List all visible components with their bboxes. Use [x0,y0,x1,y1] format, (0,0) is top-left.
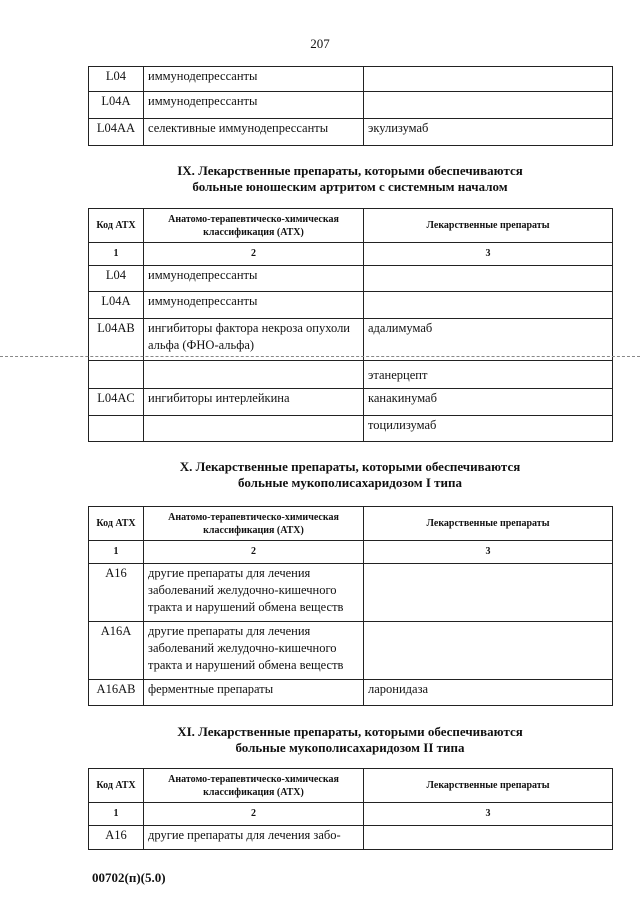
table-row [89,67,613,92]
section-title-line: больные мукополисахаридозом I типа [238,475,462,490]
atc-classification [144,361,364,389]
atc-code: A16AB [89,680,144,706]
atc-code: L04A [89,92,144,119]
header-code: Код АТХ [89,769,144,803]
column-number: 3 [364,803,613,826]
header-drugs: Лекарственные препараты [364,769,613,803]
drug-name [364,292,613,319]
column-number: 1 [89,541,144,564]
header-classification: Анатомо-терапевтическо-химическая классификация (АТХ) [144,209,364,243]
atc-classification: иммунодепрессанты [144,266,364,292]
atc-classification: ингибиторы интерлейкина [144,389,364,416]
atc-classification: ингибиторы фактора некроза опухоли альфа (ФНО-альфа) [144,319,364,361]
atc-classification: другие препараты для лечения забо- [144,826,364,850]
atc-code [89,361,144,389]
column-number-row [89,243,613,266]
atc-classification: селективные иммунодепрессанты [144,119,364,146]
header-classification: Анатомо-терапевтическо-химическая классификация (АТХ) [144,769,364,803]
table-row [89,92,613,119]
column-number: 1 [89,803,144,826]
column-number: 1 [89,243,144,266]
atc-code: L04AB [89,319,144,361]
scan-artifact-line [0,356,640,357]
header-drugs: Лекарственные препараты [364,209,613,243]
section-table [88,506,612,706]
drug-name: ларонидаза [364,680,613,706]
drug-name [364,67,613,92]
page-number: 207 [310,36,330,51]
table-row [89,564,613,622]
atc-classification: другие препараты для лечения заболеваний желудочно-кишечного тракта и нарушений обмена веществ [144,564,364,622]
section-table [88,208,612,442]
section-title-line: X. Лекарственные препараты, которыми обеспечиваются [179,459,521,474]
atc-code: L04AA [89,119,144,146]
atc-code: L04A [89,292,144,319]
column-number: 3 [364,541,613,564]
section-title [88,459,612,491]
header-drugs: Лекарственные препараты [364,507,613,541]
drug-name [364,564,613,622]
column-number: 2 [144,803,364,826]
atc-classification: иммунодепрессанты [144,92,364,119]
table-row [89,292,613,319]
atc-code: L04AC [89,389,144,416]
header-classification: Анатомо-терапевтическо-химическая классификация (АТХ) [144,507,364,541]
drug-name: канакинумаб [364,389,613,416]
continuation-table [88,66,612,146]
section-title-line: XI. Лекарственные препараты, которыми обеспечиваются [177,724,523,739]
section-title-line: больные мукополисахаридозом II типа [235,740,465,755]
table-row [89,622,613,680]
atc-classification [144,416,364,442]
drug-name: экулизумаб [364,119,613,146]
atc-classification: иммунодепрессанты [144,292,364,319]
drug-name: этанерцепт [364,361,613,389]
section-title-line: IX. Лекарственные препараты, которыми обеспечиваются [177,163,523,178]
atc-classification: ферментные препараты [144,680,364,706]
drug-name [364,622,613,680]
section-table [88,768,612,850]
table-row [89,266,613,292]
header-code: Код АТХ [89,209,144,243]
table-header-row [89,507,613,541]
section-title-line: больные юношеским артритом с системным началом [192,179,508,194]
drug-name: тоцилизумаб [364,416,613,442]
drug-name [364,92,613,119]
atc-code: L04 [89,266,144,292]
table-row [89,389,613,416]
column-number-row [89,803,613,826]
atc-code: A16A [89,622,144,680]
table-row [89,416,613,442]
column-number: 2 [144,541,364,564]
column-number: 2 [144,243,364,266]
table-row [89,361,613,389]
table-header-row [89,769,613,803]
atc-code: A16 [89,826,144,850]
table-row [89,680,613,706]
section-title [88,163,612,195]
footer-code: 00702(п)(5.0) [92,870,166,885]
table-row [89,826,613,850]
column-number-row [89,541,613,564]
table-row [89,319,613,361]
atc-code: L04 [89,67,144,92]
atc-code [89,416,144,442]
column-number: 3 [364,243,613,266]
drug-name [364,266,613,292]
section-title [88,724,612,756]
drug-name: адалимумаб [364,319,613,361]
atc-code: A16 [89,564,144,622]
table-header-row [89,209,613,243]
atc-classification: иммунодепрессанты [144,67,364,92]
table-row [89,119,613,146]
header-code: Код АТХ [89,507,144,541]
drug-name [364,826,613,850]
atc-classification: другие препараты для лечения заболеваний желудочно-кишечного тракта и нарушений обмена веществ [144,622,364,680]
